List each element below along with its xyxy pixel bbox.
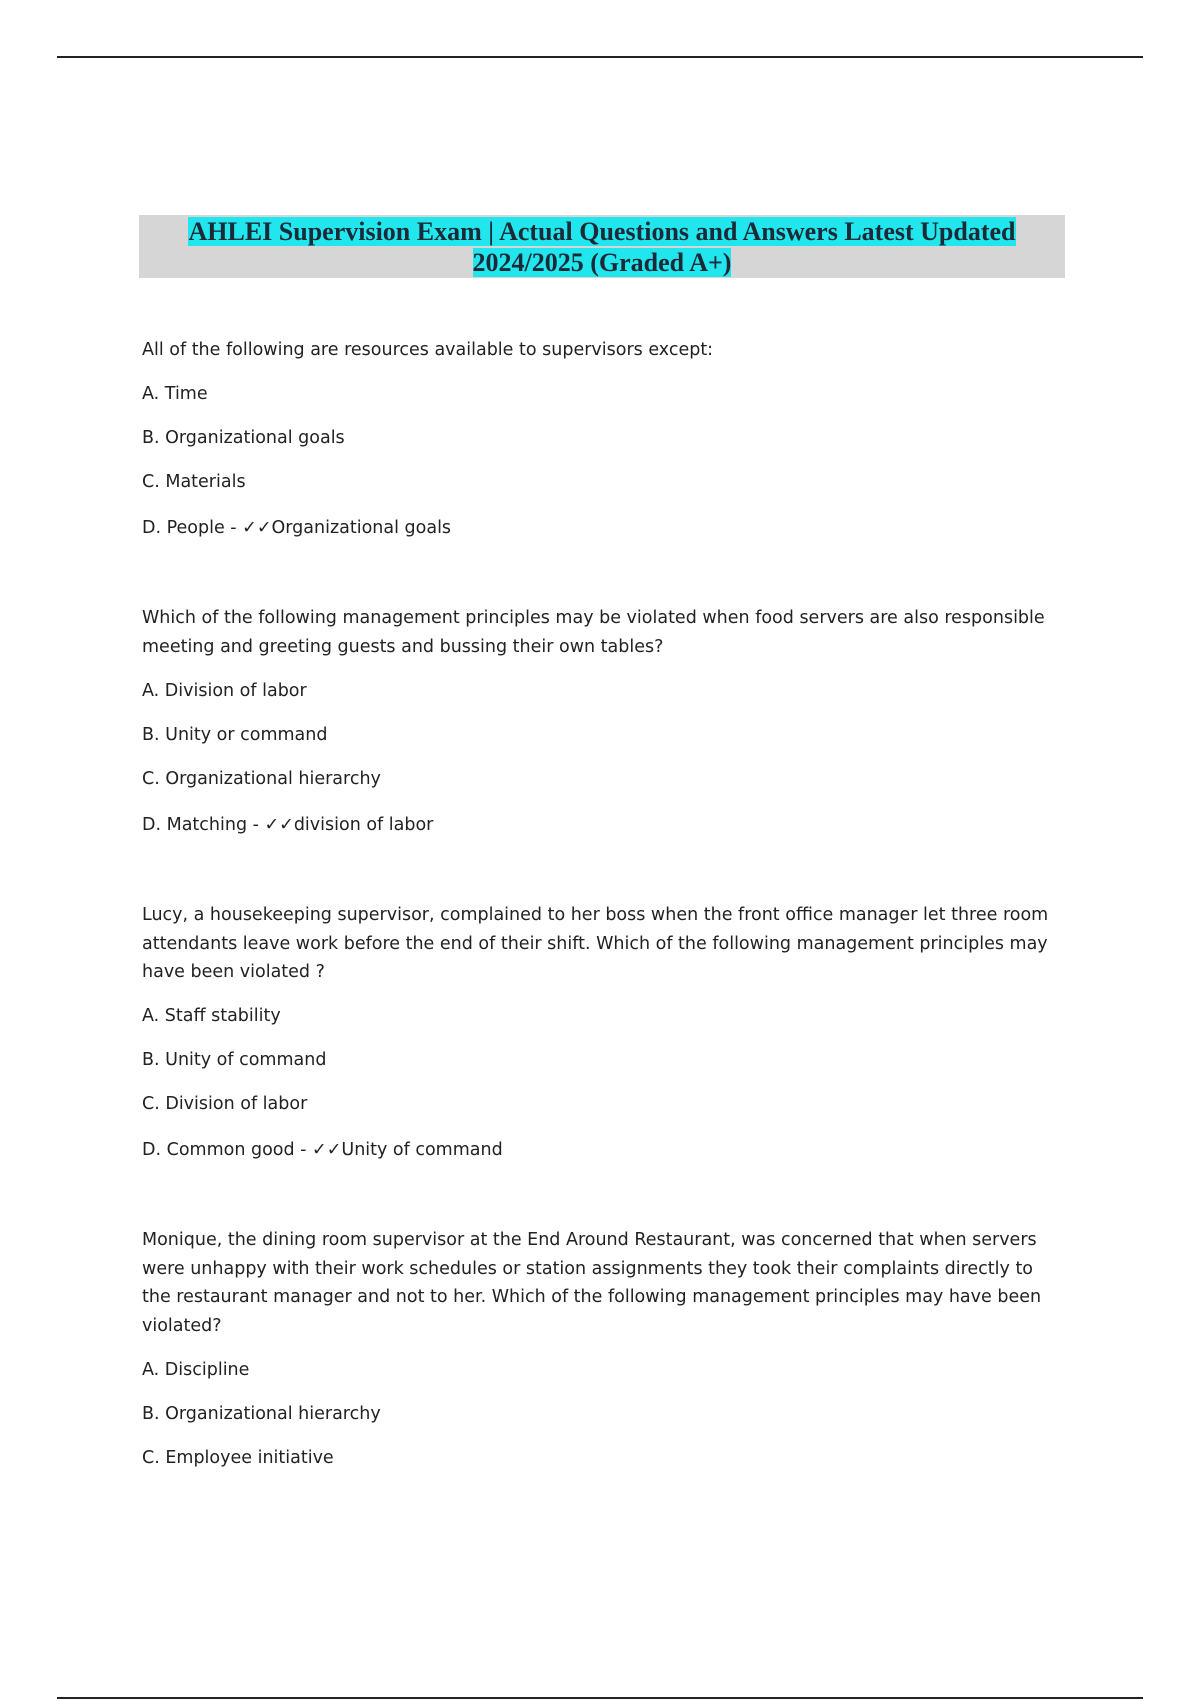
question-block bbox=[142, 336, 1062, 538]
document-title-line-1: AHLEI Supervision Exam | Actual Questions and Answers Latest Updated bbox=[188, 217, 1016, 246]
question-text: Monique, the dining room supervisor at the End Around Restaurant, was concerned that when servers were unhappy with their work schedules or station assignments they took their complaints directly to the restaurant manager and not to her. Which of the following management principles may have been violated? bbox=[142, 1230, 1042, 1336]
answer-option: C. Division of labor bbox=[142, 1094, 308, 1114]
question-block bbox=[142, 1226, 1062, 1468]
document-title-line-2: 2024/2025 (Graded A+) bbox=[472, 248, 732, 277]
question-block bbox=[142, 604, 1062, 835]
answer-option: C. Employee initiative bbox=[142, 1448, 334, 1468]
answer-option: B. Organizational hierarchy bbox=[142, 1404, 381, 1424]
question-block bbox=[142, 901, 1062, 1160]
answer-option-with-key: D. Matching - ✓✓division of labor bbox=[142, 815, 434, 835]
answer-option: C. Materials bbox=[142, 472, 246, 492]
top-rule bbox=[57, 56, 1143, 58]
answer-option: B. Unity of command bbox=[142, 1050, 327, 1070]
answer-option-with-key: D. People - ✓✓Organizational goals bbox=[142, 518, 452, 538]
question-text: Which of the following management principles may be violated when food servers are also responsible meeting and greeting guests and bussing their own tables? bbox=[142, 608, 1045, 657]
answer-option: B. Unity or command bbox=[142, 725, 328, 745]
question-text: Lucy, a housekeeping supervisor, complained to her boss when the front office manager let three room attendants leave work before the end of their shift. Which of the following management principles may have been violated ? bbox=[142, 905, 1049, 982]
question-text: All of the following are resources available to supervisors except: bbox=[142, 340, 714, 360]
bottom-rule bbox=[57, 1697, 1143, 1699]
answer-option: A. Division of labor bbox=[142, 681, 307, 701]
answer-option: A. Staff stability bbox=[142, 1006, 281, 1026]
answer-option: B. Organizational goals bbox=[142, 428, 345, 448]
answer-option: A. Discipline bbox=[142, 1360, 250, 1380]
answer-option: C. Organizational hierarchy bbox=[142, 769, 381, 789]
answer-option-with-key: D. Common good - ✓✓Unity of command bbox=[142, 1140, 503, 1160]
answer-option: A. Time bbox=[142, 384, 208, 404]
document-title bbox=[139, 216, 1065, 278]
